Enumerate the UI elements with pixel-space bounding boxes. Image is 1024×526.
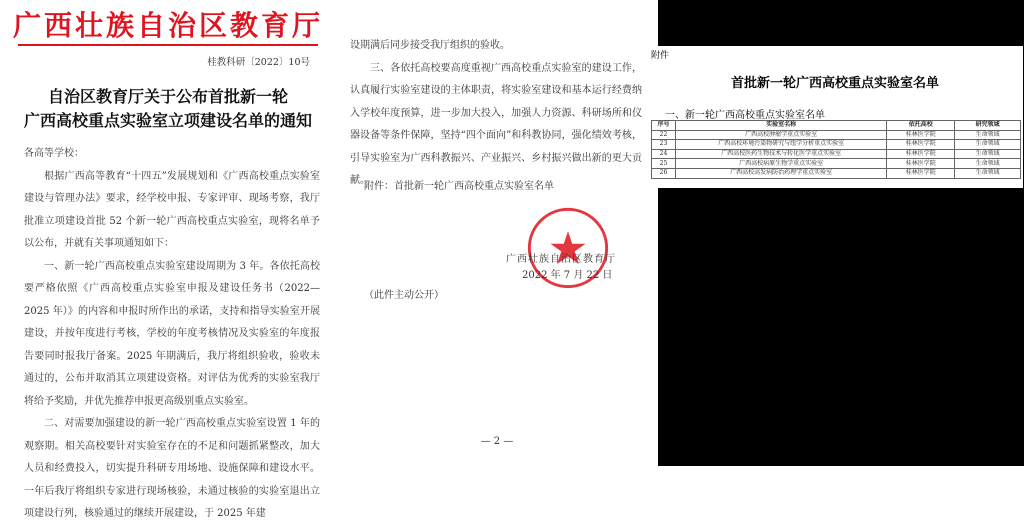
header-divider xyxy=(18,44,318,46)
table-cell: 广西高校肿瘤学重点实验室 xyxy=(675,130,886,140)
table-row xyxy=(652,130,1021,140)
paragraph: 三、各依托高校要高度重视广西高校重点实验室的建设工作，认真履行实验室建设的主体职责，将实验室建设和基本运行经费纳入学校年度预算，进一步加大投入，加强人力资源、科研场所和仪器设备等条件保障，坚持“四个面向”和科教协同，强化绩效考核，引导实验室为广西科教振兴、产业振兴、乡村振兴做出新的更大贡献。 xyxy=(350,62,642,186)
table-cell: 生命领域 xyxy=(955,168,1021,178)
paragraph: 设期满后同步接受我厅组织的验收。 xyxy=(350,40,510,51)
table-cell: 24 xyxy=(652,149,676,159)
public-disclosure-note: （此件主动公开） xyxy=(364,290,444,301)
table-row xyxy=(652,168,1021,178)
document-title-line-1: 自治区教育厅关于公布首批新一轮 xyxy=(47,87,288,106)
document-title-line-2: 广西高校重点实验室立项建设名单的通知 xyxy=(23,111,312,130)
table-cell: 生命领域 xyxy=(955,140,1021,150)
table-header-row xyxy=(652,121,1021,131)
attachment-title: 首批新一轮广西高校重点实验室名单 xyxy=(730,76,939,91)
document-number: 桂教科研〔2022〕10号 xyxy=(207,57,310,68)
attachment-section-heading: 一、新一轮广西高校重点实验室名单 xyxy=(665,110,825,121)
laboratory-table xyxy=(651,120,1021,179)
column-header: 依托高校 xyxy=(887,121,955,131)
column-header: 序号 xyxy=(652,121,676,131)
page-1-body xyxy=(24,143,320,526)
table-row xyxy=(652,159,1021,169)
salutation: 各高等学校： xyxy=(24,148,84,159)
attachment-reference: 附件：首批新一轮广西高校重点实验室名单 xyxy=(364,181,554,192)
signing-organization: 广西壮族自治区教育厅 xyxy=(506,254,616,265)
paragraph: 一、新一轮广西高校重点实验室建设周期为 3 年。各依托高校要严格依照《广西高校重点实验室申报及建设任务书（2022—2025 年）》的内容和申报时所作出的承诺，支持和指导实验室开展建设，并按年度进行考核，学校的年度考核情况及实验室的年度报告要同时报我厅备案。2025 年期满后，我厅将组织验收，验收未通过的，公布并取消其立项建设资格。对评估为优秀的实验室我厅将给予奖励，并优先推荐申报更高级别重点实验室。 xyxy=(24,260,320,407)
table-cell: 25 xyxy=(652,159,676,169)
document-page-2 xyxy=(336,0,658,466)
table-cell: 22 xyxy=(652,130,676,140)
table-cell: 生命领域 xyxy=(955,159,1021,169)
table-cell: 桂林医学院 xyxy=(887,168,955,178)
column-header: 研究领域 xyxy=(955,121,1021,131)
table-cell: 广西高校医药生物技术与转化医学重点实验室 xyxy=(675,149,886,159)
document-page-1 xyxy=(0,0,336,519)
document-header: 广西壮族自治区教育厅 xyxy=(12,9,323,42)
table-cell: 广西高校环境污染物研究与纽学分析重点实验室 xyxy=(675,140,886,150)
table-cell: 桂林医学院 xyxy=(887,140,955,150)
table-cell: 桂林医学院 xyxy=(887,130,955,140)
paragraph: 根据广西高等教育“十四五”发展规划和《广西高校重点实验室建设与管理办法》要求，经学校申报、专家评审、现场考察，我厅批准立项建设首批 52 个新一轮广西高校重点实验室，现将名单予以公布，并就有关事项通知如下： xyxy=(24,170,320,249)
table-row xyxy=(652,140,1021,150)
table-cell: 23 xyxy=(652,140,676,150)
attachment-label: 附件 xyxy=(651,51,670,61)
signing-date: 2022 年 7 月 22 日 xyxy=(522,270,613,281)
table-cell: 生命领域 xyxy=(955,130,1021,140)
attachment-page xyxy=(647,46,1023,188)
table-cell: 广西高校高发病防治药理学重点实验室 xyxy=(675,168,886,178)
table-cell: 桂林医学院 xyxy=(887,149,955,159)
table-cell: 26 xyxy=(652,168,676,178)
page-2-body xyxy=(350,35,642,193)
table-cell: 桂林医学院 xyxy=(887,159,955,169)
page-number: — 2 — xyxy=(480,436,514,447)
table-row xyxy=(652,149,1021,159)
table-cell: 生命领域 xyxy=(955,149,1021,159)
paragraph: 二、对需要加强建设的新一轮广西高校重点实验室设置 1 年的观察期。相关高校要针对实验室存在的不足和问题抓紧整改，加大人员和经费投入，切实提升科研专用场地、设施保障和建设水平。一年后我厅将组织专家进行现场核验，未通过核验的实验室退出立项建设行列，核验通过的继续开展建设，于 2025 年建 xyxy=(24,418,320,519)
column-header: 实验室名称 xyxy=(675,121,886,131)
table-cell: 广西高校病原生物学重点实验室 xyxy=(675,159,886,169)
